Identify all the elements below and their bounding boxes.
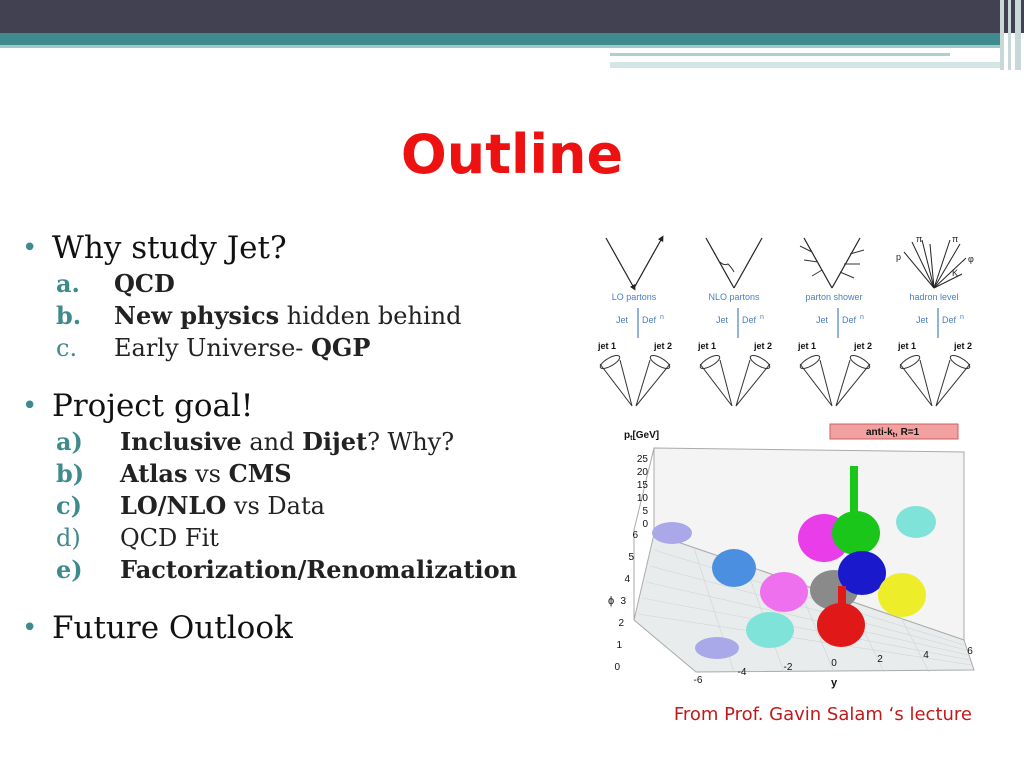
- def-sup: n: [960, 314, 964, 321]
- sub-item-text: and: [241, 428, 303, 456]
- svg-text:0: 0: [642, 519, 648, 530]
- def-sup: n: [760, 314, 764, 321]
- svg-text:5: 5: [628, 552, 634, 563]
- sub-item-bold: QGP: [311, 333, 371, 362]
- decor-vertical-stripes: [996, 0, 1024, 70]
- panel-label: LO partons: [611, 292, 657, 302]
- outline-item-label: Future Outlook: [52, 610, 293, 646]
- jet-definition-diagram: [594, 234, 988, 410]
- jet2-label: jet 2: [754, 341, 773, 351]
- sub-item-text: vs: [187, 460, 229, 488]
- decor-stripe: [610, 53, 950, 56]
- slide-title: Outline: [400, 123, 624, 186]
- sub-item: [22, 554, 602, 586]
- jet2-label: jet 2: [954, 341, 973, 351]
- def-label: Def: [742, 315, 757, 325]
- svg-text:0: 0: [831, 658, 837, 669]
- sub-item-marker: e): [56, 555, 83, 584]
- sub-item-marker: c): [56, 491, 82, 520]
- outline-item-label: Why study Jet?: [52, 230, 287, 266]
- sub-item: [22, 300, 602, 332]
- sub-item-bold: CMS: [228, 459, 292, 488]
- particle-p: p: [896, 252, 902, 262]
- sub-item-marker: a): [56, 427, 83, 456]
- def-sup: n: [660, 314, 664, 321]
- lo-partons-panel: [606, 238, 662, 288]
- jet1-label: jet 1: [698, 341, 717, 351]
- hadron-level-panel: [896, 234, 974, 288]
- sub-item-text: ? Why?: [367, 428, 455, 456]
- svg-text:6: 6: [967, 646, 973, 657]
- svg-text:5: 5: [642, 506, 648, 517]
- panel-label: parton shower: [805, 292, 863, 302]
- particle-phi: φ: [968, 254, 974, 264]
- def-label: Def: [842, 315, 857, 325]
- panel-label: hadron level: [909, 292, 959, 302]
- svg-text:-6: -6: [693, 675, 703, 686]
- svg-text:0: 0: [614, 662, 620, 673]
- jet1-label: jet 1: [898, 341, 917, 351]
- parton-shower-panel: [800, 238, 864, 288]
- jet-label: Jet: [816, 315, 829, 325]
- svg-text:-4: -4: [737, 667, 747, 678]
- sub-item: [22, 332, 602, 364]
- sub-item-marker: b.: [56, 301, 82, 330]
- sub-item: [22, 268, 602, 300]
- svg-text:6: 6: [632, 530, 638, 541]
- svg-text:-2: -2: [783, 662, 793, 673]
- def-label: Def: [642, 315, 657, 325]
- sub-item-bold: New physics: [114, 301, 280, 330]
- sub-item-marker: d): [56, 524, 81, 552]
- outline-item-label: Project goal!: [52, 388, 254, 424]
- jet-def-arrows: [616, 308, 964, 338]
- tower-green: [850, 466, 858, 538]
- sub-item: [22, 490, 602, 522]
- outline-list: [22, 228, 602, 648]
- bullet-icon: •: [22, 233, 38, 263]
- svg-text:3: 3: [620, 596, 626, 607]
- teal-band-light: [0, 45, 1000, 48]
- sub-item-text: QCD Fit: [120, 524, 219, 552]
- algo-label: anti-$k_t$, R=1: [866, 427, 920, 439]
- bullet-icon: •: [22, 613, 38, 643]
- tower-blue: [859, 554, 865, 576]
- decor-stripe: [610, 62, 1000, 68]
- y-axis-label: y: [830, 677, 838, 689]
- sub-item: [22, 426, 602, 458]
- jet-cones: [598, 353, 971, 406]
- sub-item-marker: a.: [56, 269, 80, 298]
- particle-K: K: [952, 268, 959, 278]
- sub-item-bold: Factorization/Renomalization: [120, 555, 518, 584]
- outline-item: [22, 608, 602, 648]
- jet1-label: jet 1: [598, 341, 617, 351]
- bullet-icon: •: [22, 391, 38, 421]
- z-axis-label: $p_t[GeV]$: [624, 430, 660, 442]
- panel-label: NLO partons: [708, 292, 760, 302]
- jet2-label: jet 2: [654, 341, 673, 351]
- outline-item: [22, 386, 602, 426]
- svg-text:15: 15: [636, 480, 648, 491]
- teal-band: [0, 33, 1000, 45]
- sub-item-text: hidden behind: [279, 302, 462, 330]
- svg-text:4: 4: [923, 650, 929, 661]
- credit-text: From Prof. Gavin Salam ‘s lecture: [673, 704, 972, 725]
- sub-item-text: vs Data: [226, 492, 325, 520]
- nlo-partons-panel: [706, 238, 762, 288]
- sub-item-bold: Dijet: [302, 427, 368, 456]
- sub-item-marker: b): [56, 459, 85, 488]
- svg-text:10: 10: [636, 493, 648, 504]
- svg-text:4: 4: [624, 574, 630, 585]
- def-sup: n: [860, 314, 864, 321]
- svg-text:2: 2: [877, 654, 883, 665]
- svg-text:2: 2: [618, 618, 624, 629]
- sub-item: [22, 458, 602, 490]
- sub-item-bold: LO/NLO: [120, 491, 227, 520]
- jet-label: Jet: [616, 315, 629, 325]
- phi-axis-label: ϕ: [608, 595, 615, 607]
- particle-pi: π: [952, 234, 959, 244]
- sub-item-text: Early Universe-: [114, 334, 312, 362]
- sub-item-bold: Atlas: [120, 459, 188, 488]
- svg-text:20: 20: [636, 467, 648, 478]
- jet-label: Jet: [716, 315, 729, 325]
- svg-text:1: 1: [616, 640, 622, 651]
- jet2-label: jet 2: [854, 341, 873, 351]
- def-label: Def: [942, 315, 957, 325]
- lego-plot: [594, 420, 988, 690]
- top-banner: [0, 0, 1024, 33]
- jet1-label: jet 1: [798, 341, 817, 351]
- sub-item: [22, 522, 602, 554]
- jet-label: Jet: [916, 315, 929, 325]
- tower-red: [838, 586, 846, 628]
- sub-item-bold: Inclusive: [120, 427, 242, 456]
- svg-text:25: 25: [636, 454, 648, 465]
- outline-item: [22, 228, 602, 268]
- sub-item-bold: QCD: [114, 269, 175, 298]
- sub-item-marker: c.: [56, 334, 78, 362]
- particle-pi: π: [916, 234, 923, 244]
